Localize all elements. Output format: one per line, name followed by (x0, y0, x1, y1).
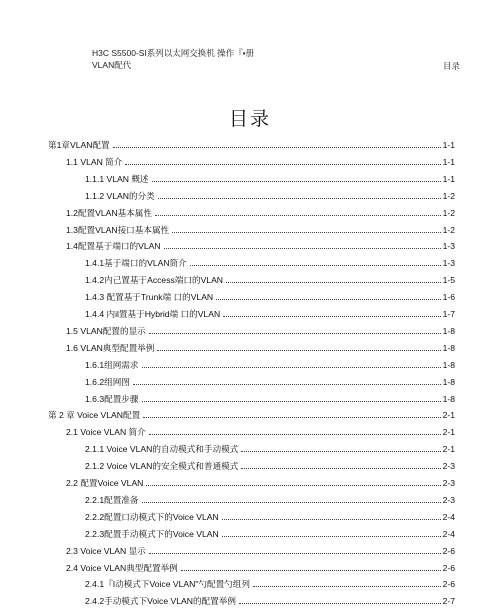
toc-entry-title: 1.6.2组网图 (85, 376, 130, 387)
toc-entry-title: 1.4.3 配置基于Trunk端 口的VLAN (85, 292, 214, 303)
toc-entry[interactable] (66, 241, 455, 252)
toc-entry[interactable] (85, 309, 455, 320)
toc-entry-page: 1-2 (442, 190, 455, 201)
toc-entry[interactable] (85, 292, 455, 303)
toc-entry-title: 2.2.1配置准备 (85, 494, 139, 505)
dot-leader (222, 536, 441, 537)
dot-leader (216, 299, 440, 300)
toc-entry-title: 2.2.3配置手动模式下的Voice VLAN (85, 528, 219, 539)
toc-entry-title: 1.4.2内己置基于Access端口的VLAN (85, 275, 224, 286)
toc-entry-page: 1-5 (442, 275, 455, 286)
dot-leader (142, 502, 441, 503)
toc-entry-page: 1-2 (442, 207, 455, 218)
dot-leader (152, 181, 441, 182)
toc-entry[interactable] (66, 157, 455, 168)
dot-leader (149, 553, 441, 554)
toc-entry[interactable] (66, 343, 455, 354)
toc-entry[interactable] (66, 563, 455, 574)
toc-entry-page: 2-3 (442, 478, 455, 488)
toc-entry-page: 1-8 (442, 359, 455, 370)
toc-entry-page: 1-2 (442, 224, 455, 235)
toc-entry-title: 1.4.1基于端口的VLAN简介 (85, 258, 187, 269)
dot-leader (143, 417, 440, 418)
toc-entry-title: 2.1.2 Voice VLAN的安全模式和普通模式 (85, 461, 239, 472)
dot-leader (190, 265, 441, 266)
dot-leader (181, 570, 441, 571)
toc-entry-page: 1-3 (442, 241, 455, 252)
dot-leader (222, 519, 441, 520)
toc-entry-title: 1.6.1组网需求 (85, 359, 139, 370)
toc-entry[interactable] (48, 140, 455, 151)
toc-entry[interactable] (85, 275, 455, 286)
toc-entry-title: 第 2 章 Voice VLAN配置 (48, 410, 141, 421)
toc-entry-title: 1.6 VLAN典型配置举例 (66, 342, 155, 353)
dot-leader (172, 232, 440, 233)
dot-leader (149, 434, 441, 435)
toc-entry-title: 2.1 Voice VLAN 简介 (66, 427, 146, 438)
dot-leader (223, 316, 440, 317)
toc-entry-page: 2-4 (442, 511, 455, 522)
toc-entry-title: 1.2配置VLAN基本属性 (66, 207, 152, 218)
toc-entry-page: 1-1 (442, 156, 455, 167)
toc-entry-page: 1-7 (442, 309, 455, 319)
toc-entry-page: 1-8 (442, 376, 455, 387)
toc-entry[interactable] (85, 394, 455, 405)
toc-entry[interactable] (85, 512, 455, 523)
dot-leader (149, 333, 441, 334)
toc-entry-page: 1-8 (442, 393, 455, 404)
toc-entry[interactable] (66, 427, 455, 438)
toc-entry-page: 2-3 (442, 494, 455, 505)
toc-entry-page: 1-6 (442, 292, 455, 303)
dot-leader (142, 367, 441, 368)
toc-entry-title: 1.5 VLAN配置的显示 (66, 325, 146, 336)
toc-entry-page: 1-3 (442, 258, 455, 269)
running-header-title: H3C S5500-SI系列以太网交换机 操作『•册 (92, 48, 255, 58)
toc-entry[interactable] (85, 174, 455, 185)
toc-entry[interactable] (85, 377, 455, 388)
toc-entry[interactable] (66, 478, 455, 489)
dot-leader (125, 164, 440, 165)
toc-entry-page: 2-1 (442, 410, 455, 421)
toc-entry-page: 1-1 (442, 140, 455, 150)
toc-entry-title: 2.3 Voice VLAN 显示 (66, 545, 146, 556)
toc-entry[interactable] (85, 258, 455, 269)
running-header-section: VLAN配代 (92, 60, 132, 70)
toc-entry-title: 2.2.2配置口动模式下的Voice VLAN (85, 511, 219, 522)
toc-entry-page: 1-8 (442, 325, 455, 336)
toc-entry[interactable] (85, 596, 455, 607)
toc-entry[interactable] (66, 225, 455, 236)
toc-entry[interactable] (85, 444, 455, 455)
toc-entry-page: 2-6 (442, 545, 455, 556)
dot-leader (241, 468, 440, 469)
dot-leader (253, 586, 441, 587)
toc-entry[interactable] (66, 546, 455, 557)
page-title: 目录 (228, 109, 271, 130)
dot-leader (157, 350, 440, 351)
running-header-right: 目录 (442, 61, 460, 71)
toc-entry-page: 2-6 (442, 562, 455, 573)
toc-entry-page: 1-8 (442, 342, 455, 353)
toc-entry-title: 1.4.4 内il置基于Hybrid端 口的VLAN (85, 309, 221, 319)
toc-entry[interactable] (66, 326, 455, 337)
toc-entry-page: 2-3 (442, 461, 455, 472)
toc-entry-page: 2-6 (442, 579, 455, 590)
dot-leader (142, 401, 441, 402)
dot-leader (164, 248, 441, 249)
dot-leader (158, 198, 441, 199)
dot-leader (241, 451, 440, 452)
toc-entry-title: 1.4配置基于端口的VLAN (66, 241, 161, 252)
toc-entry-title: 1.3配置VLAN接口基本属性 (66, 224, 170, 235)
toc-entry[interactable] (85, 360, 455, 371)
toc-entry-page: 2-4 (442, 528, 455, 539)
toc-entry-title: 2.1.1 Voice VLAN的自动模式和手动模式 (85, 444, 239, 455)
toc-entry[interactable] (48, 410, 455, 421)
dot-leader (226, 282, 441, 283)
toc-entry[interactable] (85, 495, 455, 506)
toc-entry-title: 2.4.2手动模式下Voice VLAN的配置举例 (85, 596, 236, 607)
toc-entry-page: 1-1 (442, 173, 455, 184)
toc-entry[interactable] (85, 529, 455, 540)
toc-entry-title: 1.1.2 VLAN的分类 (85, 190, 155, 201)
toc-entry[interactable] (85, 579, 455, 590)
dot-leader (133, 384, 441, 385)
toc-entry-page: 2-7 (442, 596, 455, 607)
toc-entry[interactable] (85, 461, 455, 472)
toc-entry-title: 1.1 VLAN 简介 (66, 156, 123, 167)
toc-entry-title: 1.6.3配置步骤 (85, 393, 139, 404)
toc-entry[interactable] (85, 191, 455, 202)
toc-entry-title: 2.4.1『I动模式下Voice VLAN"勺配置勺组列 (85, 579, 250, 590)
dot-leader (146, 485, 440, 486)
toc-entry-title: 2.2 配置Voice VLAN (66, 478, 144, 488)
toc-entry-title: 2.4 Voice VLAN典型配置举例 (66, 562, 178, 573)
toc-entry-page: 2-1 (442, 444, 455, 455)
toc-entry[interactable] (66, 208, 455, 219)
toc-entry-page: 2-1 (442, 427, 455, 438)
dot-leader (113, 147, 441, 148)
toc-entry-title: 1.1.1 VLAN 概述 (85, 173, 149, 184)
dot-leader (155, 215, 441, 216)
dot-leader (239, 603, 441, 604)
toc-entry-title: 第1章VLAN配置 (48, 140, 110, 150)
